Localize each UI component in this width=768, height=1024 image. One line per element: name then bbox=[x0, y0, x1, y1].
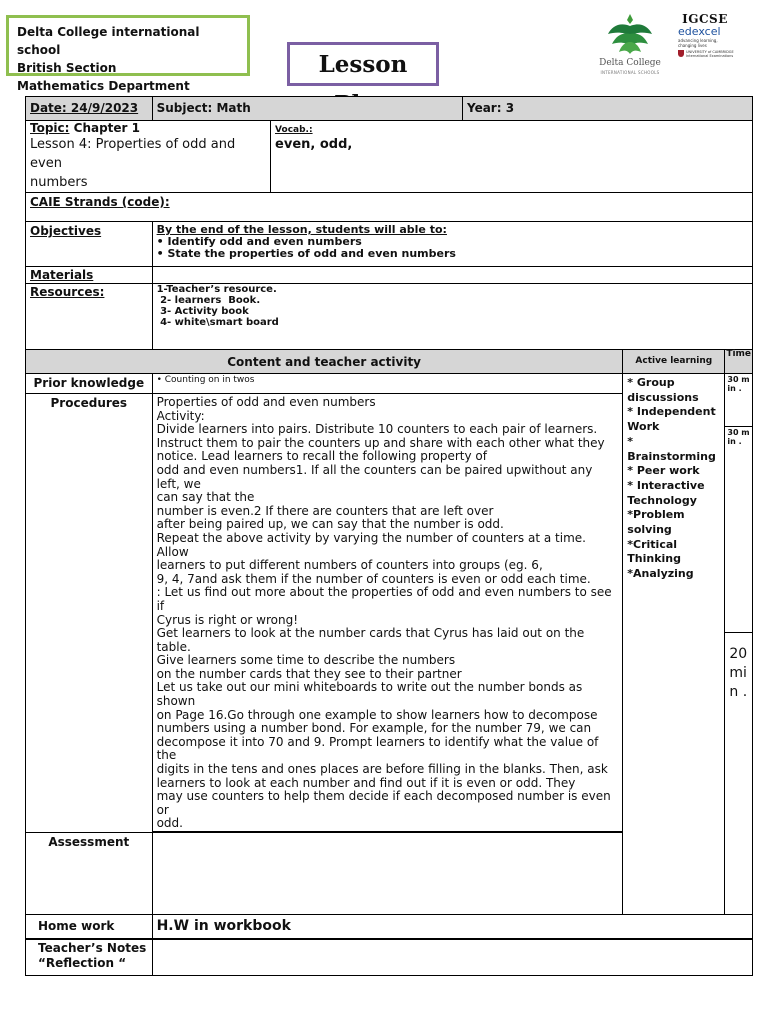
topic-cell bbox=[26, 121, 271, 193]
subject-cell: Subject: Math bbox=[152, 97, 462, 121]
procedure-line: decompose it into 70 and 9. Prompt learners to identify what the value of the bbox=[156, 734, 599, 763]
homework-label: Home work bbox=[26, 914, 153, 939]
lesson-title-line-2: numbers bbox=[30, 175, 88, 190]
cambridge-shield-icon bbox=[678, 50, 684, 57]
procedure-line: notice. Lead learners to recall the following property of bbox=[156, 449, 487, 464]
row-materials-resources bbox=[26, 267, 753, 350]
caie-strands-cell: CAIE Strands (code): bbox=[26, 193, 753, 222]
materials-resources-label-cell bbox=[26, 267, 153, 350]
vocab-label: Vocab.: bbox=[275, 125, 313, 135]
homework-value: H.W in workbook bbox=[152, 914, 752, 939]
procedure-line: on Page 16.Go through one example to show learners how to decompose bbox=[156, 707, 598, 722]
edexcel-label: edexcel bbox=[678, 25, 721, 38]
row-activity-header bbox=[26, 350, 753, 374]
lesson-title-line-1: Lesson 4: Properties of odd and even bbox=[30, 137, 236, 171]
procedure-line: can say that the bbox=[156, 490, 255, 505]
row-date-subject-year bbox=[26, 97, 753, 121]
objective-item: • State the properties of odd and even numbers bbox=[156, 247, 456, 260]
row-teacher-notes bbox=[26, 939, 753, 975]
active-item: * Brainstorming bbox=[627, 434, 716, 463]
topic-label: Topic: bbox=[30, 121, 70, 135]
school-department: Mathematics Department bbox=[17, 79, 190, 93]
vocab-cell bbox=[271, 121, 753, 193]
materials-label: Materials bbox=[30, 268, 94, 282]
igcse-label: IGCSE bbox=[682, 12, 728, 26]
time-cell bbox=[725, 374, 753, 915]
active-learning-header: Active learning bbox=[623, 350, 725, 374]
active-item: * Independent Work bbox=[627, 405, 716, 434]
time-number-bonds: 20 min . bbox=[725, 632, 752, 702]
delta-college-subtitle: INTERNATIONAL SCHOOLS bbox=[600, 70, 660, 75]
teacher-notes-label bbox=[26, 939, 153, 975]
teacher-notes-title: Teacher’s Notes bbox=[38, 941, 147, 955]
procedures-label: Procedures bbox=[26, 394, 153, 833]
procedure-line: Activity: bbox=[156, 408, 205, 423]
procedure-line: Repeat the above activity by varying the number of counters at a time. Allow bbox=[156, 530, 586, 559]
procedure-line: odd and even numbers1. If all the counters can be paired upwithout any left, we bbox=[156, 462, 593, 491]
active-item: *Problem solving bbox=[627, 508, 685, 537]
objectives-intro: By the end of the lesson, students will able to: bbox=[156, 223, 447, 236]
school-info-box bbox=[6, 15, 250, 93]
objective-item: • Identify odd and even numbers bbox=[156, 235, 362, 248]
delta-college-logo bbox=[590, 12, 670, 82]
page-title: Lesson bbox=[287, 42, 439, 86]
objectives-label: Objectives bbox=[26, 222, 153, 267]
school-section: British Section bbox=[17, 61, 117, 75]
active-learning-cell bbox=[623, 374, 725, 915]
procedure-line: Get learners to look at the number cards that Cyrus has laid out on the table. bbox=[156, 626, 585, 654]
prior-knowledge-label: Prior knowledge bbox=[26, 374, 153, 394]
time-header: Time bbox=[725, 350, 753, 374]
procedure-line: Cyrus is right or wrong! bbox=[156, 612, 299, 627]
row-objectives bbox=[26, 222, 753, 267]
objectives-cell bbox=[152, 222, 752, 267]
row-caie bbox=[26, 193, 753, 222]
procedure-line: learners to put different numbers of counters into groups (eg. 6, bbox=[156, 558, 543, 573]
reflection-title: “Reflection “ bbox=[38, 956, 127, 970]
date-cell: Date: 24/9/2023 bbox=[26, 97, 153, 121]
content-activity-header: Content and teacher activity bbox=[26, 350, 623, 374]
active-item: * Peer work bbox=[627, 464, 700, 478]
active-item: *Analyzing bbox=[627, 567, 694, 581]
vocab-words: even, odd, bbox=[275, 137, 353, 152]
time-activity: 30 min . bbox=[725, 426, 752, 632]
lesson-plan-table bbox=[25, 96, 753, 976]
cambridge-label: UNIVERSITY of CAMBRIDGE International Examinations bbox=[686, 50, 734, 58]
procedure-line: learners to look at each number and find out if it is even or odd. They bbox=[156, 775, 576, 790]
resource-item: 3- Activity book bbox=[156, 306, 249, 317]
prior-knowledge-value: • Counting on in twos bbox=[152, 374, 623, 394]
resource-item: 1-Teacher’s resource. bbox=[156, 284, 277, 295]
edexcel-tagline: advancing learning, changing lives bbox=[678, 38, 718, 48]
procedure-line: Divide learners into pairs. Distribute 10 counters to each pair of learners. bbox=[156, 422, 598, 437]
assessment-label: Assessment bbox=[26, 832, 153, 914]
resource-item: 4- white\smart board bbox=[156, 317, 279, 328]
teacher-notes-cell bbox=[152, 939, 752, 975]
procedure-line: 9, 4, 7and ask them if the number of counters is even or odd each time. bbox=[156, 571, 591, 586]
procedure-line: numbers using a number bond. For example, for the number 79, we can bbox=[156, 721, 592, 736]
resources-label: Resources: bbox=[30, 285, 105, 299]
procedure-line: Give learners some time to describe the numbers bbox=[156, 653, 456, 668]
resource-item: 2- learners Book. bbox=[156, 295, 261, 306]
procedure-line: may use counters to help them decide if each decomposed number is even or bbox=[156, 789, 611, 817]
topic-line bbox=[30, 121, 266, 135]
procedure-line: on the number cards that they see to their partner bbox=[156, 666, 462, 681]
assessment-cell bbox=[152, 832, 623, 914]
procedure-line: Properties of odd and even numbers bbox=[156, 395, 376, 409]
cambridge-row bbox=[678, 50, 736, 58]
row-homework bbox=[26, 914, 753, 939]
procedure-line: digits in the tens and ones places are before filling in the blanks. Then, ask bbox=[156, 762, 608, 777]
procedure-line: after being paired up, we can say that the number is odd. bbox=[156, 517, 504, 532]
tree-logo-icon bbox=[604, 12, 656, 56]
procedure-line: odd. bbox=[156, 816, 183, 831]
procedure-line: Let us take out our mini whiteboards to write out the number bonds as shown bbox=[156, 680, 583, 709]
resources-cell bbox=[152, 267, 752, 350]
active-item: *Critical Thinking bbox=[627, 537, 682, 566]
year-cell: Year: 3 bbox=[462, 97, 752, 121]
active-item: * Group discussions bbox=[627, 376, 699, 404]
delta-college-name: Delta College bbox=[599, 58, 661, 68]
school-name: Delta College international school bbox=[17, 25, 200, 57]
active-item: * Interactive Technology bbox=[627, 478, 705, 507]
procedures-cell bbox=[152, 394, 623, 833]
igcse-edexcel-logo bbox=[674, 12, 736, 78]
time-prior: 30 min . bbox=[727, 375, 750, 393]
row-prior-knowledge bbox=[26, 374, 753, 394]
procedure-line: number is even.2 If there are counters that are left over bbox=[156, 503, 494, 518]
topic-value: Chapter 1 bbox=[69, 121, 140, 135]
row-topic-vocab bbox=[26, 121, 753, 193]
procedure-line: : Let us find out more about the properties of odd and even numbers to see if bbox=[156, 585, 612, 613]
procedure-line: Instruct them to pair the counters up and share with each other what they bbox=[156, 435, 605, 450]
